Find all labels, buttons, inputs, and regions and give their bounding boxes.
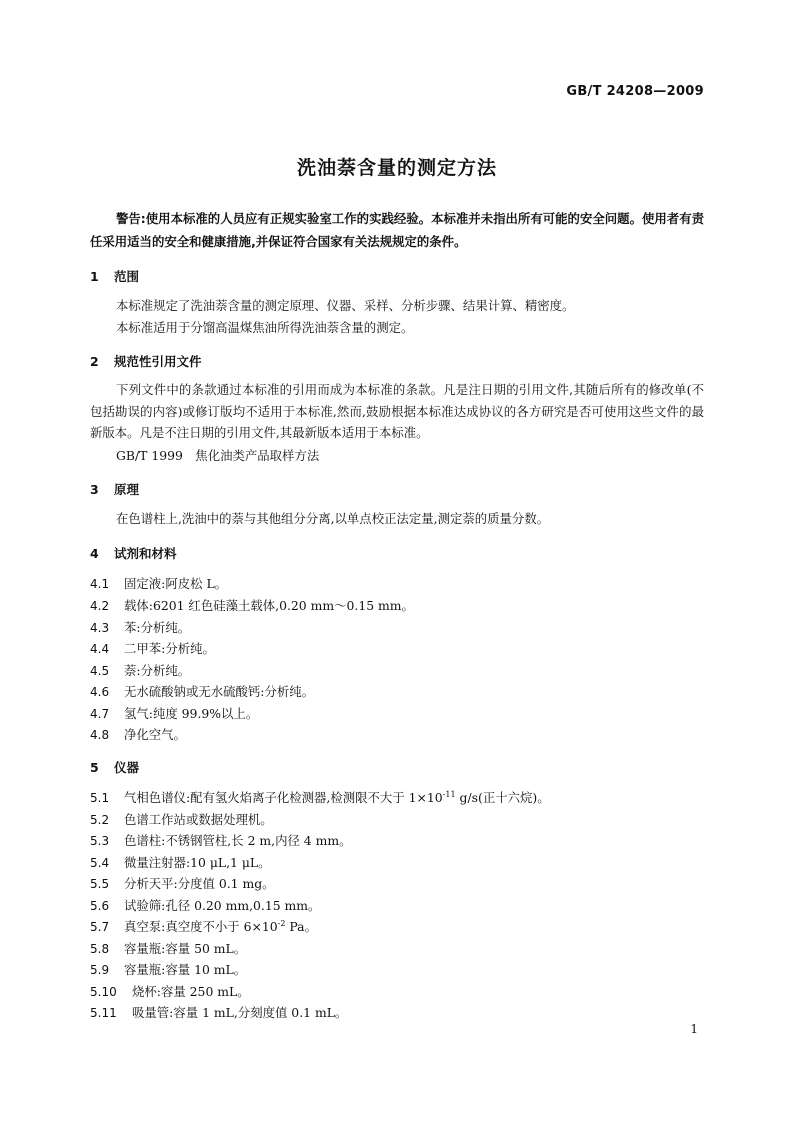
instrument-item [90, 982, 250, 1000]
item-text: 吸量管:容量 1 mL,分刻度值 0.1 mL。 [132, 1005, 348, 1020]
reagent-item [90, 639, 215, 657]
section-number: 5 [90, 760, 99, 775]
reagent-item [90, 704, 258, 722]
instrument-item [90, 917, 317, 935]
item-text: 固定液:阿皮松 L。 [124, 576, 228, 591]
instrument-item [90, 960, 246, 978]
reagent-item [90, 661, 190, 679]
item-number: 5.4 [90, 856, 110, 870]
item-text-suffix: Pa。 [285, 919, 317, 934]
section-title: 原理 [114, 482, 140, 497]
item-text: 烧杯:容量 250 mL。 [132, 984, 250, 999]
item-number: 5.11 [90, 1006, 117, 1020]
item-text: 色谱柱:不锈钢管柱,长 2 m,内径 4 mm。 [124, 833, 352, 848]
item-text: 微量注射器:10 μL,1 μL。 [124, 855, 271, 870]
item-number: 5.10 [90, 985, 117, 999]
instrument-item [90, 853, 271, 871]
section-title: 试剂和材料 [114, 546, 177, 561]
item-text-suffix: g/s(正十六烷)。 [455, 790, 550, 805]
scope-line: 本标准规定了洗油萘含量的测定原理、仪器、采样、分析步骤、结果计算、精密度。 [116, 298, 575, 313]
item-text: 净化空气。 [124, 727, 186, 742]
item-text: 色谱工作站或数据处理机。 [124, 812, 273, 827]
section-heading-reagents [90, 544, 177, 562]
superscript-exponent: -11 [442, 790, 456, 799]
item-number: 4.3 [90, 621, 110, 635]
item-text: 试验筛:孔径 0.20 mm,0.15 mm。 [124, 898, 321, 913]
principle-text: 在色谱柱上,洗油中的萘与其他组分分离,以单点校正法定量,测定萘的质量分数。 [116, 511, 550, 526]
item-text: 载体:6201 红色硅藻土载体,0.20 mm～0.15 mm。 [124, 598, 414, 613]
item-number: 4.1 [90, 577, 110, 591]
section-heading-instruments [90, 758, 139, 776]
section-title: 规范性引用文件 [114, 354, 202, 369]
standard-code: GB/T 24208—2009 [566, 84, 704, 99]
item-number: 4.4 [90, 642, 110, 656]
item-number: 5.7 [90, 920, 110, 934]
section-heading-scope [90, 267, 139, 285]
section-number: 4 [90, 546, 99, 561]
scope-line: 本标准适用于分馏高温煤焦油所得洗油萘含量的测定。 [116, 320, 414, 335]
item-text: 萘:分析纯。 [124, 663, 191, 678]
reference-item: GB/T 1999 焦化油类产品取样方法 [116, 448, 320, 463]
document-title: 洗油萘含量的测定方法 [296, 157, 497, 179]
item-number: 5.1 [90, 791, 110, 805]
reagent-item [90, 574, 227, 592]
instrument-item [90, 788, 550, 806]
superscript-exponent: -2 [277, 919, 286, 928]
item-number: 5.8 [90, 942, 110, 956]
references-paragraph: 下列文件中的条款通过本标准的引用而成为本标准的条款。凡是注日期的引用文件,其随后所有的修改单(不包括勘误的内容)或修订版均不适用于本标准,然而,鼓励根据本标准达成协议的各方研究是否可使用这些文件的最新版本。凡是不注日期的引用文件,其最新版本适用于本标准。 [90, 382, 704, 440]
item-text: 二甲苯:分析纯。 [124, 641, 215, 656]
section-title: 仪器 [114, 760, 140, 775]
item-number: 4.5 [90, 664, 110, 678]
item-text: 氢气:纯度 99.9%以上。 [124, 706, 259, 721]
item-number: 4.8 [90, 728, 110, 742]
item-text: 容量瓶:容量 10 mL。 [124, 962, 247, 977]
section-number: 2 [90, 354, 99, 369]
item-number: 5.6 [90, 899, 110, 913]
section-heading-references [90, 352, 202, 370]
page-number: 1 [690, 1022, 698, 1036]
item-text: 气相色谱仪:配有氢火焰离子化检测器,检测限不大于 1×10 [124, 790, 443, 805]
item-number: 4.2 [90, 599, 110, 613]
reagent-item [90, 596, 414, 614]
instrument-item [90, 1003, 347, 1021]
section-heading-principle [90, 480, 139, 498]
item-number: 5.3 [90, 834, 110, 848]
item-text: 容量瓶:容量 50 mL。 [124, 941, 247, 956]
item-number: 4.7 [90, 707, 110, 721]
item-number: 5.5 [90, 877, 110, 891]
instrument-item [90, 874, 275, 892]
reagent-item [90, 618, 190, 636]
section-number: 3 [90, 482, 99, 497]
instrument-item [90, 939, 246, 957]
item-text: 真空泵:真空度不小于 6×10 [124, 919, 278, 934]
instrument-item [90, 896, 320, 914]
item-number: 5.9 [90, 963, 110, 977]
item-text: 苯:分析纯。 [124, 620, 191, 635]
item-number: 4.6 [90, 685, 110, 699]
section-number: 1 [90, 269, 99, 284]
item-text: 无水硫酸钠或无水硫酸钙:分析纯。 [124, 684, 315, 699]
item-text: 分析天平:分度值 0.1 mg。 [124, 876, 275, 891]
reagent-item [90, 682, 314, 700]
section-title: 范围 [114, 269, 140, 284]
instrument-item [90, 810, 273, 828]
item-number: 5.2 [90, 813, 110, 827]
instrument-item [90, 831, 352, 849]
reagent-item [90, 725, 186, 743]
warning-paragraph: 警告:使用本标准的人员应有正规实验室工作的实践经验。本标准并未指出所有可能的安全问题。使用者有责任采用适当的安全和健康措施,并保证符合国家有关法规规定的条件。 [90, 211, 704, 249]
